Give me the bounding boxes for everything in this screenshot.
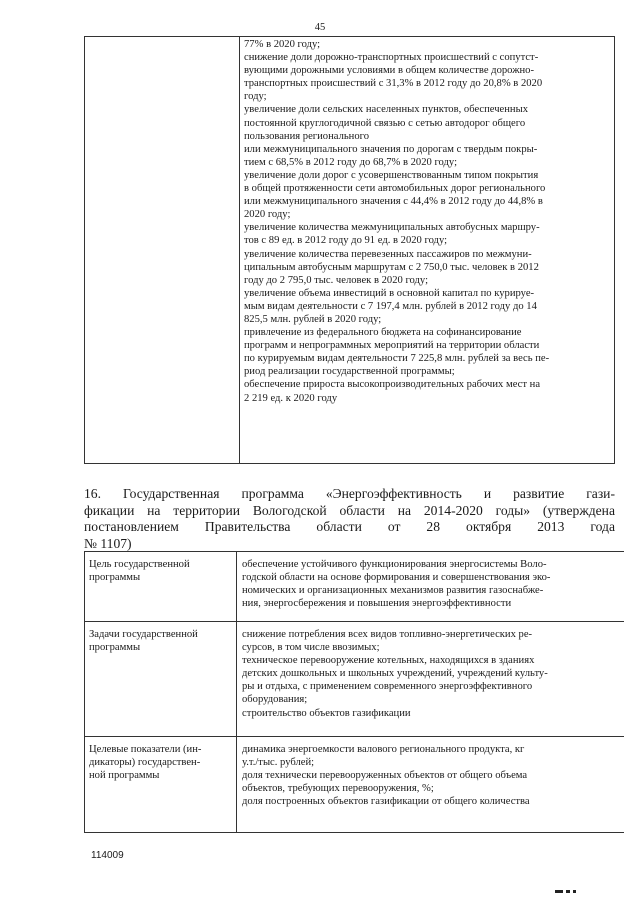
- row-content-line: обеспечение устойчивого функционирования энергосистемы Воло-: [242, 559, 547, 570]
- continuation-table: [84, 36, 615, 464]
- table-text-line: программ и непрограммных мероприятий на территории области: [244, 340, 540, 352]
- table-text-line: тием с 68,5% в 2012 году до 68,7% в 2020 году;: [244, 156, 458, 168]
- table-text-line: 2020 году;: [244, 209, 291, 221]
- row-label: [85, 552, 237, 621]
- row-content: [237, 552, 624, 621]
- table-text-line: увеличение доли дорог с усовершенствованным типом покрытия: [244, 169, 539, 181]
- heading-line: постановлением Правительства области от 28 октября 2013 года: [84, 519, 615, 534]
- table-text-line: увеличение количества межмуниципальных автобусных маршру-: [244, 222, 540, 234]
- row-content-line: доля технически перевооруженных объектов от общего объема: [242, 770, 528, 782]
- table-text-line: пользования регионального: [244, 130, 370, 142]
- table-text-line: увеличение объема инвестиций в основной капитал по курируе-: [244, 287, 535, 299]
- table-text-line: ципальным автобусным маршрутам с 2 750,0 тыс. человек в 2012: [244, 261, 539, 273]
- continuation-table-content-cell: [240, 37, 614, 463]
- row-label-line: Цель государственной: [89, 559, 190, 570]
- row-content-line: годской области на основе формирования и совершенствования эко-: [242, 572, 551, 584]
- table-row: [85, 622, 624, 737]
- table-text-line: 825,5 млн. рублей в 2020 году;: [244, 313, 382, 325]
- table-text-line: увеличение доли сельских населенных пунктов, обеспеченных: [244, 104, 529, 116]
- row-label-line: Целевые показатели (ин-: [89, 744, 202, 755]
- table-text-line: обеспечение прироста высокопроизводительных рабочих мест на: [244, 379, 541, 391]
- footer-code: 114009: [91, 850, 124, 861]
- row-content-line: ры и отдыха, с применением современного энергоэффективного: [242, 681, 533, 693]
- row-content-line: строительство объектов газификации: [242, 707, 411, 719]
- table-text-line: 77% в 2020 году;: [244, 39, 321, 50]
- table-text-line: 2 219 ед. к 2020 году: [244, 392, 338, 404]
- heading-line: фикации на территории Вологодской области на 2014-2020 годы» (утверждена: [84, 502, 615, 518]
- row-label-line: программы: [89, 572, 141, 584]
- row-label-line: дикаторы) государствен-: [89, 757, 201, 769]
- section-heading: [84, 486, 615, 552]
- table-text-line: году;: [244, 91, 267, 103]
- continuation-table-label-cell: [85, 37, 240, 463]
- row-label-line: программы: [89, 642, 141, 654]
- table-text-line: в общей протяженности сети автомобильных дорог регионального: [244, 183, 546, 195]
- row-content-line: сурсов, в том числе ввозимых;: [242, 642, 380, 654]
- row-content: [237, 737, 624, 832]
- scan-mark: [555, 890, 563, 893]
- heading-line: 16. Государственная программа «Энергоэффективность и развитие гази-: [84, 486, 615, 501]
- table-text-line: тов с 89 ед. в 2012 году до 91 ед. в 2020 году;: [244, 235, 448, 247]
- table-text-line: снижение доли дорожно-транспортных происшествий с сопутст-: [244, 52, 539, 64]
- row-content-line: снижение потребления всех видов топливно-энергетических ре-: [242, 629, 533, 640]
- table-text-line: вующими дорожными условиями в общем количестве дорожно-: [244, 65, 535, 77]
- table-text-line: мым видам деятельности с 7 197,4 млн. рублей в 2012 году до 14: [244, 300, 537, 312]
- row-content-line: ния, энергосбережения и повышения энергоэффективности: [242, 598, 512, 610]
- table-row: [85, 737, 624, 832]
- page-number: 45: [314, 22, 326, 33]
- table-text-line: транспортных происшествий с 31,3% в 2012 году до 20,8% в 2020: [244, 78, 543, 90]
- row-content-line: техническое перевооружение котельных, находящихся в зданиях: [242, 655, 535, 667]
- row-content-line: у.т./тыс. рублей;: [242, 757, 315, 769]
- table-text-line: или межмуниципального значения по дорогам с твердым покры-: [244, 143, 538, 155]
- table-text-line: году до 2 795,0 тыс. человек в 2020 году;: [244, 274, 429, 286]
- row-content-line: доля построенных объектов газификации от общего количества: [242, 796, 530, 808]
- table-text-line: увеличение количества перевезенных пассажиров по межмуни-: [244, 248, 532, 260]
- row-content-line: детских дошкольных и школьных учреждений, учреждений культу-: [242, 668, 548, 680]
- row-label-line: Задачи государственной: [89, 629, 198, 640]
- row-content-line: номических и организационных механизмов развития газоснабже-: [242, 585, 544, 597]
- scan-mark: [566, 890, 570, 893]
- row-content-line: объектов, требующих перевооружения, %;: [242, 783, 434, 795]
- table-text-line: или межмуниципального значения с 44,4% в 2012 году до 44,8% в: [244, 196, 543, 208]
- program-passport-table: [84, 551, 624, 833]
- row-label: [85, 622, 237, 736]
- row-content-line: динамика энергоемкости валового регионального продукта, кг: [242, 744, 525, 755]
- heading-line: № 1107): [84, 535, 132, 551]
- table-row: [85, 552, 624, 622]
- row-label: [85, 737, 237, 832]
- table-text-line: привлечение из федерального бюджета на софинансирование: [244, 327, 522, 339]
- table-text-line: по курируемым видам деятельности 7 225,8 млн. рублей за весь пе-: [244, 353, 550, 365]
- row-content-line: оборудования;: [242, 694, 308, 706]
- scan-mark: [573, 890, 576, 893]
- table-text-line: риод реализации государственной программы;: [244, 366, 455, 378]
- table-text-line: постоянной круглогодичной связью с сетью автодорог общего: [244, 117, 526, 129]
- row-label-line: ной программы: [89, 770, 160, 782]
- row-content: [237, 622, 624, 736]
